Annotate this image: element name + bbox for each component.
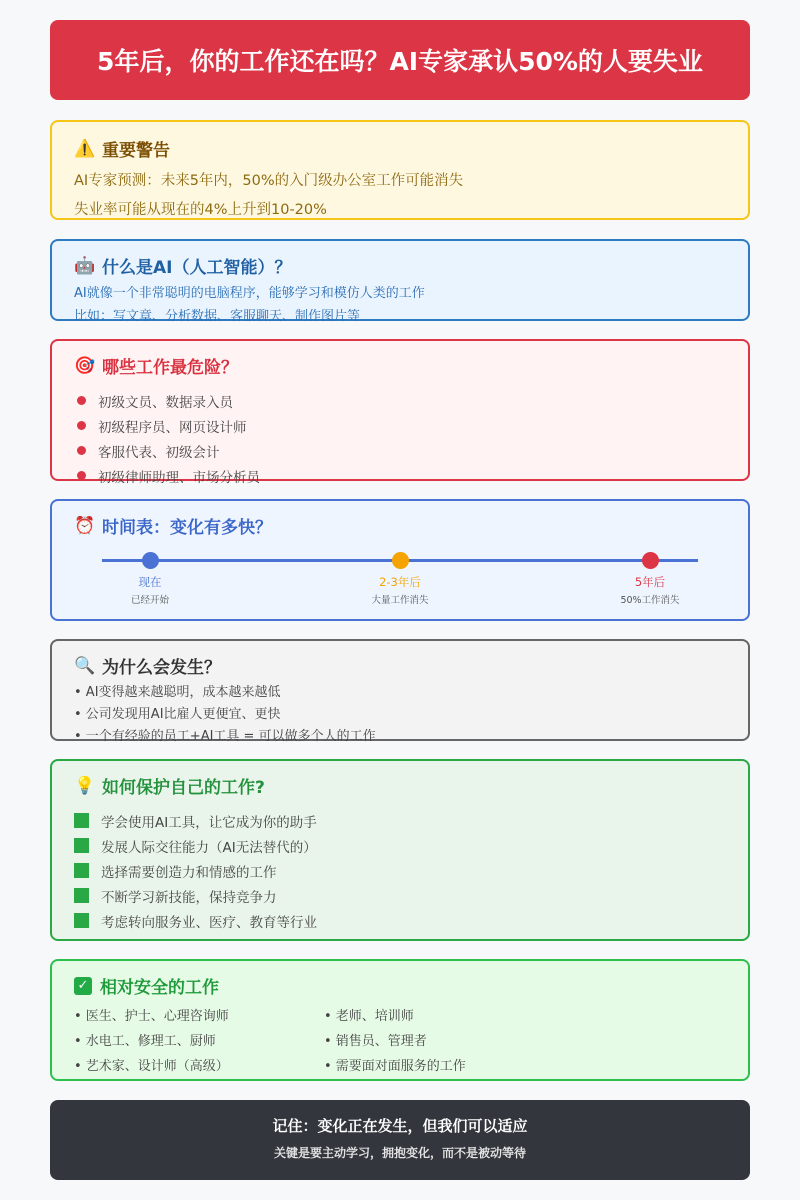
protect-job-card (50, 759, 750, 941)
alarm-clock-icon: ⏰ (74, 515, 96, 536)
green-square-icon (74, 863, 89, 878)
bullet-dot-icon (77, 471, 86, 480)
what-is-ai-line: 比如：写文章、分析数据、客服聊天、制作图片等 (74, 309, 361, 324)
dangerous-jobs-list (74, 388, 726, 488)
list-item (74, 858, 726, 883)
list-item: • 水电工、修理工、厨师 (74, 1034, 216, 1049)
warning-card (50, 120, 750, 220)
warning-line: AI专家预测：未来5年内，50%的入门级办公室工作可能消失 (74, 173, 464, 189)
bullet-dot-icon (77, 396, 86, 405)
magnifier-icon: 🔍 (74, 655, 96, 676)
safe-jobs-title-text: 相对安全的工作 (100, 978, 219, 998)
protect-job-title (74, 773, 726, 798)
list-item (74, 808, 726, 833)
list-item (74, 438, 726, 463)
why-line: • 公司发现用AI比雇人更便宜、更快 (74, 707, 281, 722)
checkmark-icon: ✓ (74, 977, 92, 995)
list-item-text: 发展人际交往能力（AI无法替代的） (101, 839, 317, 856)
safe-jobs-card (50, 959, 750, 1081)
timeline-sublabel: 已经开始 (130, 595, 169, 606)
why-card (50, 639, 750, 744)
list-item (74, 883, 726, 908)
list-item-text: 考虑转向服务业、医疗、教育等行业 (101, 914, 317, 931)
timeline-label: 现在 (138, 575, 162, 589)
why-line: • 一个有经验的员工+AI工具 = 可以做多个人的工作 (74, 729, 376, 744)
what-is-ai-line: AI就像一个非常聪明的电脑程序，能够学习和模仿人类的工作 (74, 286, 425, 301)
footer-headline: 记住：变化正在发生，但我们可以适应 (272, 1117, 528, 1135)
dangerous-jobs-card (50, 339, 750, 486)
list-item-text: 客服代表、初级会计 (98, 444, 220, 461)
lightbulb-icon: 💡 (74, 775, 96, 796)
timeline-point (590, 552, 710, 606)
warning-title-text: 重要警告 (102, 141, 170, 161)
list-item (74, 388, 726, 413)
protect-job-title-text: 如何保护自己的工作? (102, 778, 265, 798)
list-item-text: 不断学习新技能，保持竞争力 (101, 889, 277, 906)
list-item (74, 463, 726, 488)
why-title-text: 为什么会发生？ (102, 658, 221, 678)
list-item: • 需要面对面服务的工作 (324, 1059, 466, 1074)
timeline-sublabel: 50%工作消失 (620, 595, 680, 606)
timeline-title (74, 513, 726, 538)
warning-line: 失业率可能从现在的4%上升到10-20% (74, 202, 327, 218)
list-item: • 艺术家、设计师（高级） (74, 1059, 229, 1074)
why-line: • AI变得越来越聪明，成本越来越低 (74, 685, 281, 700)
timeline-sublabel: 大量工作消失 (371, 595, 429, 606)
green-square-icon (74, 913, 89, 928)
what-is-ai-title-text: 什么是AI（人工智能）？ (102, 258, 292, 278)
timeline-label: 2-3年后 (379, 575, 421, 589)
green-square-icon (74, 813, 89, 828)
list-item-text: 初级律师助理、市场分析员 (98, 469, 260, 486)
bullet-dot-icon (77, 446, 86, 455)
bullet-dot-icon (77, 421, 86, 430)
list-item (74, 833, 726, 858)
timeline-title-text: 时间表：变化有多快？ (102, 518, 272, 538)
list-item: • 医生、护士、心理咨询师 (74, 1009, 229, 1024)
safe-jobs-grid (74, 1002, 726, 1077)
list-item: • 销售员、管理者 (324, 1034, 427, 1049)
list-item-text: 学会使用AI工具，让它成为你的助手 (101, 814, 317, 831)
dangerous-jobs-title-text: 哪些工作最危险？ (102, 358, 238, 378)
what-is-ai-card (50, 239, 750, 324)
robot-icon: 🤖 (74, 255, 96, 276)
dangerous-jobs-title (74, 353, 726, 378)
list-item-text: 初级文员、数据录入员 (98, 394, 233, 411)
target-icon: 🎯 (74, 355, 96, 376)
warning-icon: ⚠️ (74, 138, 96, 159)
list-item (74, 413, 726, 438)
what-is-ai-title (74, 253, 726, 278)
green-square-icon (74, 888, 89, 903)
timeline-dot-icon (392, 552, 409, 569)
page-title: 5年后，你的工作还在吗？AI专家承认50%的人要失业 (97, 47, 703, 76)
protect-job-list (74, 808, 726, 933)
timeline-point (340, 552, 460, 606)
timeline-point (90, 552, 210, 606)
list-item: • 老师、培训师 (324, 1009, 414, 1024)
list-item (74, 908, 726, 933)
why-title (74, 653, 726, 678)
safe-jobs-title (74, 973, 726, 998)
timeline-dot-icon (642, 552, 659, 569)
green-square-icon (74, 838, 89, 853)
timeline-label: 5年后 (634, 575, 666, 589)
page-title-banner (50, 20, 750, 100)
footer-subline: 关键是要主动学习，拥抱变化，而不是被动等待 (273, 1146, 526, 1160)
list-item-text: 初级程序员、网页设计师 (98, 419, 247, 436)
list-item-text: 选择需要创造力和情感的工作 (101, 864, 277, 881)
warning-title (74, 136, 726, 161)
timeline-dot-icon (142, 552, 159, 569)
timeline-card (50, 499, 750, 621)
footer-banner (50, 1100, 750, 1180)
